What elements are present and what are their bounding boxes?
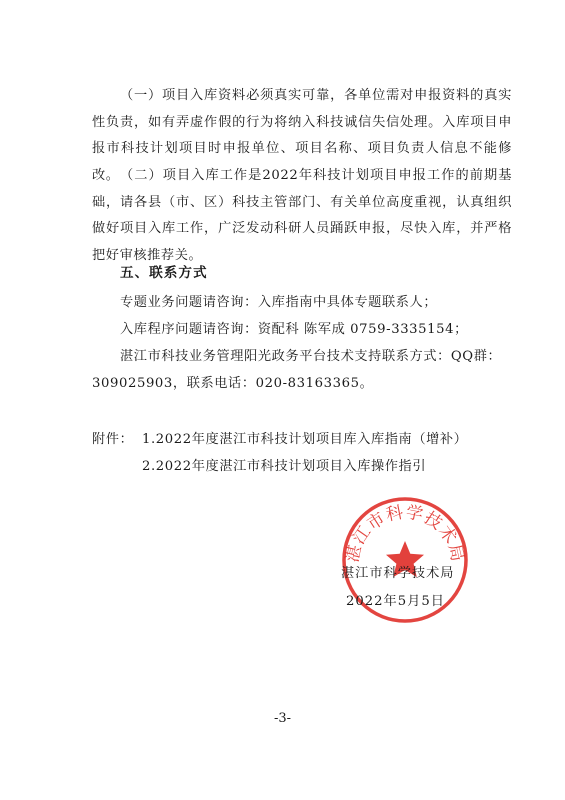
attachment-item-1: 1.2022年度湛江市科技计划项目库入库指南（增补） xyxy=(142,432,468,447)
page-number: -3- xyxy=(273,711,292,726)
seal-text: 湛江市科学技术局 xyxy=(342,502,468,565)
signature-organization: 湛江市科学技术局 xyxy=(341,566,455,581)
contact-intake-procedure: 入库程序问题请咨询：资配科 陈军成 0759-3335154； xyxy=(120,322,468,337)
signature-date: 2022年5月5日 xyxy=(346,594,445,609)
attachments-label: 附件： xyxy=(92,432,134,447)
section-heading-contact: 五、联系方式 xyxy=(120,265,208,281)
paragraph-project-intake-work: （二）项目入库工作是2022年科技计划项目申报工作的前期基础，请各县（市、区）科技主管部门、有关单位高度重视，认真组织做好项目入库工作，广泛发动科研人员踊跃申报，尽快入库，并严格把好审核推荐关。 xyxy=(92,168,512,263)
contact-topic-business: 专题业务问题请咨询：入库指南中具体专题联系人； xyxy=(120,295,438,310)
contact-tech-support-cont: 309025903，联系电话：020-83163365。 xyxy=(92,376,374,391)
contact-tech-support: 湛江市科技业务管理阳光政务平台技术支持联系方式：QQ群： xyxy=(120,349,502,364)
paragraph-materials-authenticity: （一）项目入库资料必须真实可靠，各单位需对申报资料的真实性负责，如有弄虚作假的行为将纳入科技诚信失信处理。入库项目申报市科技计划项目时申报单位、项目名称、项目负责人信息不能修改。 xyxy=(92,88,512,183)
attachment-item-2: 2.2022年度湛江市科技计划项目入库操作指引 xyxy=(142,459,427,474)
